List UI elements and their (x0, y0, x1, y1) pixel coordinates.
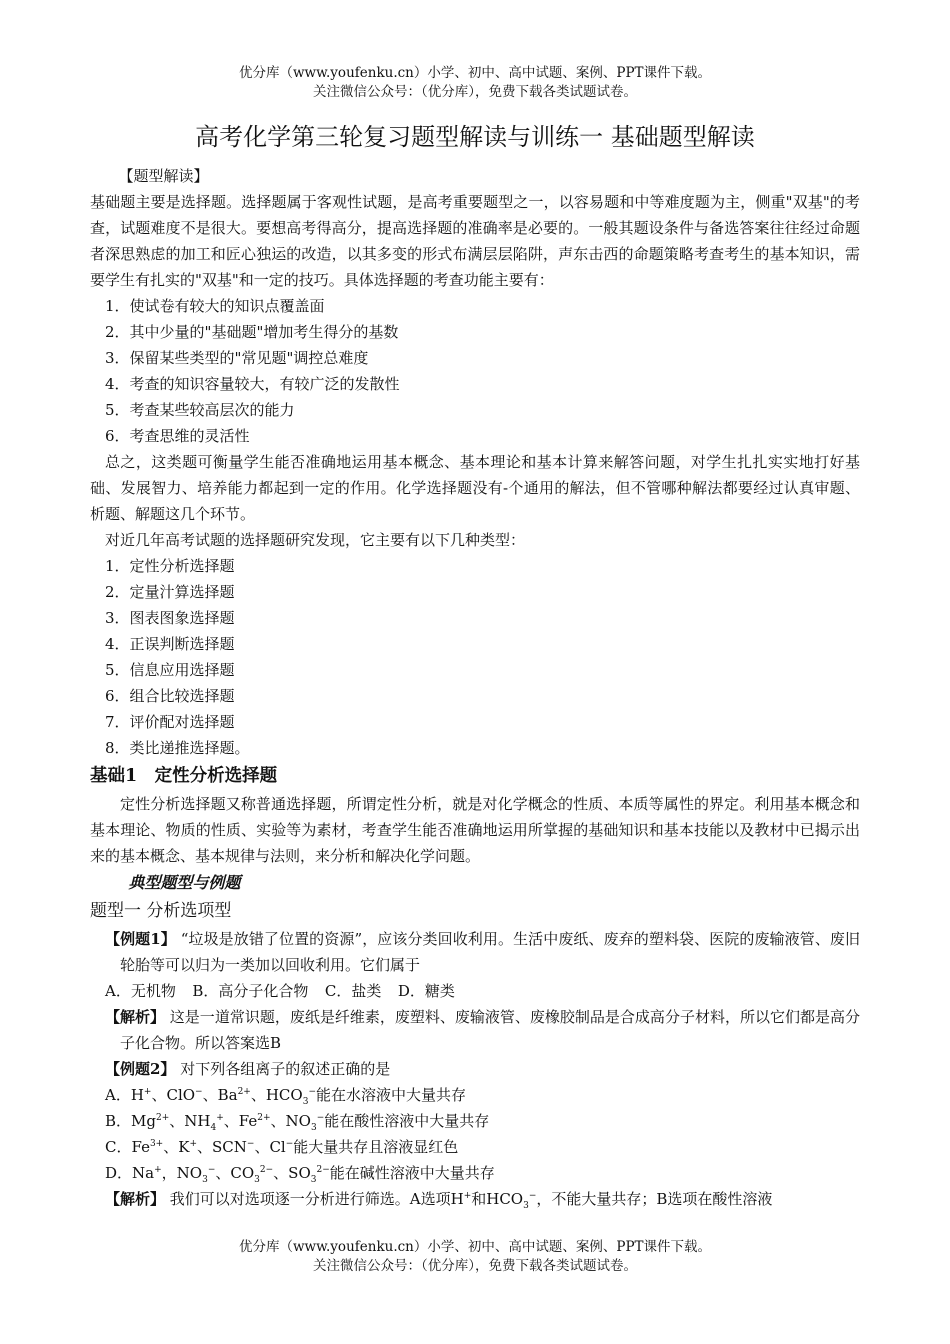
subscript: 3 (310, 1175, 317, 1185)
option-text: 、NO (270, 1112, 311, 1130)
ion-charge: − (308, 1087, 316, 1097)
question-type-heading: 题型一 分析选项型 (90, 901, 232, 921)
subscript: 3 (523, 1201, 529, 1211)
example-2-label: 【例题2】 (105, 1060, 176, 1078)
option-text: 、SCN (197, 1138, 247, 1156)
ion-charge: + (154, 1165, 162, 1175)
option-text: 、SO (273, 1164, 311, 1182)
header-line-2: 关注微信公众号：（优分库），免费下载各类试题试卷。 (313, 84, 637, 100)
list-item: 4．正误判断选择题 (105, 635, 235, 653)
ion-charge: − (528, 1191, 537, 1201)
option-c: C．盐类 (324, 982, 382, 1000)
ion-charge: − (195, 1087, 203, 1097)
ion-charge: + (463, 1191, 472, 1201)
option-text: 能大量共存且溶液显红色 (293, 1138, 459, 1156)
ion-charge: 2+ (237, 1087, 251, 1097)
option-text: 、CO (215, 1164, 255, 1182)
ion-charge: 2− (259, 1165, 274, 1175)
option-text: 、Ba (202, 1086, 238, 1104)
option-text: 、NH (169, 1112, 211, 1130)
option-text: 、Fe (223, 1112, 258, 1130)
subscript: 3 (254, 1175, 260, 1185)
list-item: 1．定性分析选择题 (105, 557, 235, 575)
intro-label: 【题型解读】 (118, 167, 209, 185)
list-item: 7．评价配对选择题 (105, 713, 235, 731)
example-2-text: 对下列各组离子的叙述正确的是 (175, 1060, 391, 1078)
option-text: 、HCO (250, 1086, 303, 1104)
subscript: 3 (302, 1097, 309, 1107)
option-b: B．高分子化合物 (192, 982, 309, 1000)
ion-charge: − (207, 1165, 216, 1175)
example-2-option-a (90, 1082, 860, 1108)
subscript: 3 (202, 1175, 208, 1185)
analysis-text: 这是一道常识题，废纸是纤维素，废塑料、废输液管、废橡胶制品是合成高分子材料，所以它们都是高分子化合物。所以答案选B (120, 1008, 860, 1052)
list-item: 6．组合比较选择题 (105, 687, 235, 705)
list-item: 8．类比递推选择题。 (105, 739, 250, 757)
ion-charge: + (216, 1113, 224, 1123)
list-item: 2．定量汁算选择题 (105, 583, 235, 601)
types-list (90, 553, 860, 761)
option-text: ，NO (161, 1164, 203, 1182)
ion-charge: − (316, 1113, 325, 1123)
summary-paragraph: 总之，这类题可衡量学生能否准确地运用基本概念、基本理论和基本计算来解答问题，对学生扎扎实实地打好基础、发展智力、培养能力都起到一定的作用。化学选择题没有-个通用的解法，但不管哪种解法都要经过认真审题、析题、解题这几个环节。 (90, 453, 860, 523)
ion-charge: 2+ (155, 1113, 170, 1123)
list-item: 1．使试卷有较大的知识点覆盖面 (105, 297, 325, 315)
list-item: 4．考查的知识容量较大，有较广泛的发散性 (105, 375, 400, 393)
page-footer (0, 1238, 950, 1276)
header-line-1: 优分库（www.youfenku.cn）小学、初中、高中试题、案例、PPT课件下载。 (238, 65, 712, 81)
list-item: 3．图表图象选择题 (105, 609, 235, 627)
example-1-analysis (105, 1004, 860, 1056)
ion-charge: + (143, 1087, 152, 1097)
list-item: 3．保留某些类型的"常见题"调控总难度 (105, 349, 369, 367)
option-text: 、Cl (254, 1138, 286, 1156)
option-text: A．H (105, 1086, 144, 1104)
list-item: 2．其中少量的"基础题"增加考生得分的基数 (105, 323, 399, 341)
ion-charge: − (285, 1139, 294, 1149)
analysis-label: 【解析】 (105, 1008, 166, 1026)
section-title: 基础1 定性分析选择题 (90, 766, 278, 786)
example-2-analysis (90, 1186, 860, 1212)
analysis-text: 和HCO (471, 1190, 524, 1208)
ion-charge: 2− (316, 1165, 330, 1175)
document-title: 高考化学第三轮复习题型解读与训练一 基础题型解读 (195, 123, 755, 151)
list-item: 6．考查思维的灵活性 (105, 427, 250, 445)
analysis-text: 我们可以对选项逐一分析进行筛选。A选项H (165, 1190, 464, 1208)
option-d: D．糖类 (397, 982, 455, 1000)
option-text: 能在水溶液中大量共存 (315, 1086, 466, 1104)
ion-charge: + (189, 1139, 197, 1149)
option-text: 、ClO (151, 1086, 196, 1104)
ion-charge: 2+ (257, 1113, 271, 1123)
footer-line-1: 优分库（www.youfenku.cn）小学、初中、高中试题、案例、PPT课件下载。 (238, 1239, 712, 1255)
page-header (0, 64, 950, 102)
example-1-text: “垃圾是放错了位置的资源”，应该分类回收利用。生活中废纸、废弃的塑料袋、医院的废输液管、废旧轮胎等可以归为一类加以回收利用。它们属于 (120, 930, 860, 974)
option-text: D．Na (105, 1164, 155, 1182)
types-intro: 对近几年高考试题的选择题研究发现，它主要有以下几种类型： (105, 531, 526, 549)
list-item: 5．信息应用选择题 (105, 661, 235, 679)
option-text: 能在碱性溶液中大量共存 (329, 1164, 495, 1182)
typical-heading: 典型题型与例题 (128, 873, 241, 892)
option-text: 能在酸性溶液中大量共存 (324, 1112, 490, 1130)
analysis-text: ，不能大量共存；B选项在酸性溶液 (536, 1190, 773, 1208)
function-list (90, 293, 860, 449)
analysis-label: 【解析】 (105, 1190, 166, 1208)
example-2 (90, 1056, 860, 1082)
section-paragraph: 定性分析选择题又称普通选择题，所谓定性分析，就是对化学概念的性质、本质等属性的界定。利用基本概念和基本理论、物质的性质、实验等为素材，考查学生能否准确地运用所掌握的基础知识和基本技能以及教材中已揭示出来的基本概念、基本规律与法则，来分析和解决化学问题。 (90, 795, 860, 865)
example-2-option-c (90, 1134, 860, 1160)
example-2-option-d (90, 1160, 860, 1186)
example-1 (105, 926, 860, 978)
example-1-label: 【例题1】 (105, 930, 176, 948)
ion-charge: − (246, 1139, 255, 1149)
subscript: 4 (210, 1123, 217, 1133)
list-item: 5．考查某些较高层次的能力 (105, 401, 295, 419)
example-2-option-b (90, 1108, 860, 1134)
subscript: 3 (310, 1123, 317, 1133)
example-1-options (90, 978, 860, 1004)
footer-line-2: 关注微信公众号：（优分库），免费下载各类试题试卷。 (313, 1258, 637, 1274)
option-text: C．Fe (105, 1138, 150, 1156)
option-text: B．Mg (105, 1112, 156, 1130)
ion-charge: 3+ (149, 1139, 164, 1149)
option-text: 、K (163, 1138, 190, 1156)
option-a: A．无机物 (105, 982, 176, 1000)
intro-paragraph: 基础题主要是选择题。选择题属于客观性试题，是高考重要题型之一，以容易题和中等难度题为主，侧重"双基"的考查，试题难度不是很大。要想高考得高分，提高选择题的准确率是必要的。一般其题设条件与备选答案往往经过命题者深思熟虑的加工和匠心独运的改造，以其多变的形式布满层层陷阱，声东击西的命题策略考查考生的基本知识，需要学生有扎实的"双基"和一定的技巧。具体选择题的考查功能主要有： (90, 193, 860, 289)
document-body (90, 163, 860, 1212)
